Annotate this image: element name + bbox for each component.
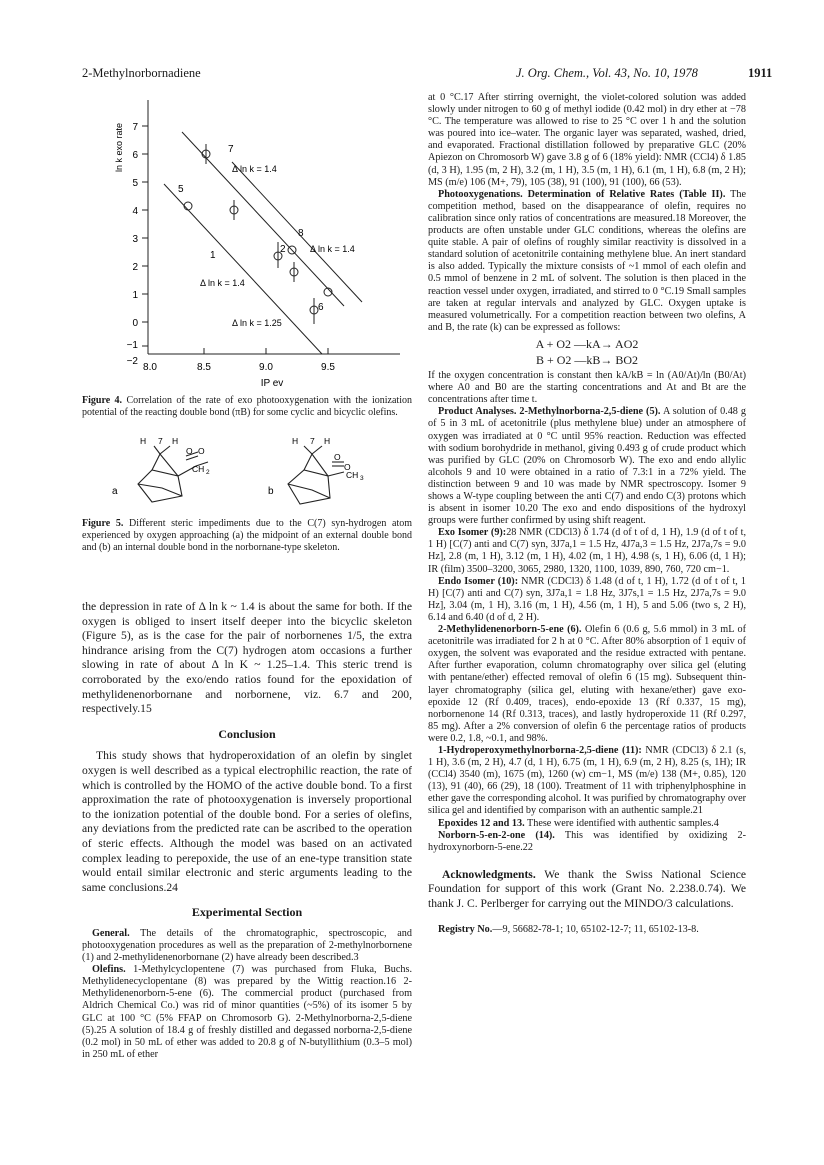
svg-text:CH: CH — [346, 470, 359, 480]
y-axis-label: ln k exo rate — [114, 122, 124, 172]
running-header-journal: J. Org. Chem., Vol. 43, No. 10, 1978 — [516, 66, 698, 80]
figure-5-caption — [82, 518, 412, 554]
right-para-continuation: at 0 °C.17 After stirring overnight, the violet-colored solution was added slowly under nitrogen to 60 g of methyl iodide (0.42 mol) in dry ether at −78 °C. The temperature was allowed to rise to 25 °C over 1 h and the solution was poured into ice–water. The organic layer was separated, washed, dried, and evaporated. Fractional distillation followed by preparative GLC (20% Apiezon on Chromosorb W) gave 3.8 g of 6 (18% yield): NMR (CCl4) δ 1.85 (d, 3 H), 1.95 (m, 2 H), 3.2 (m, 1 H), 3.5 (m, 1 H), 6.1 (m, 1 H), 6.8 (m, 2 H); MS (m/e) 106 (M+, 79), 105 (38), 91 (100), 91 (100), 66 (53). — [428, 92, 746, 188]
registry-paragraph — [428, 924, 746, 936]
general-text: The details of the chromatographic, spectroscopic, and photooxygenation procedures as well as the preparation of 2-methylnorbornene (1) and 2-methylidenenorbornane (2) have already been described.3 — [82, 927, 412, 964]
rate-expression-paragraph: If the oxygen concentration is constant then kA/kB = ln (A0/At)/ln (B0/At) where A0 and B0 are the starting concentrations and At and Bt are the concentrations after time t. — [428, 370, 746, 406]
methylidene-text: Olefin 6 (0.6 g, 5.6 mmol) in 3 mL of acetonitrile was irradiated for 2 h at 0 °C. After 80% absorption of 1 equiv of oxygen, the solvent was evaporated and the residue extracted with pentane. After further evaporation, column chromatography over silica gel (eluting with pentane/ether) effected removal of olefin 6 (15 mg). Subsequent thin-layer chromatography (silica gel, eluting with hexane/ether) gave exo-epoxide 12 (Rf 0.409, traces), endo-epoxide 13 (Rf 0.337, 15 mg), norbornenone 14 (Rf 0.313, traces), and lastly hydroperoxide 11 (Rf 0.297, 85 mg). After a 2% conversion of olefin 6 the percentage ratios of products were 0.2, 1.8, ~0.1, and 98%. — [428, 624, 747, 744]
svg-text:O: O — [198, 446, 205, 456]
y-tick-label: 1 — [132, 290, 138, 301]
epoxides-paragraph — [428, 818, 746, 830]
point-label: 6 — [318, 302, 324, 313]
experimental-heading: Experimental Section — [191, 905, 303, 920]
right-column — [428, 92, 746, 936]
olefins-text: 1-Methylcyclopentene (7) was purchased from Fluka, Buchs. Methylidenecyclopentane (8) was prepared by the Wittig reaction.16 2-Methylidenenorborn-5-ene (6). The commercial product (purchased from Aldrich Chemical Co.) was rid of minor quantities (~5%) of its isomer 5 by GLC at 100 °C (5% FFAP on Chromosorb G). 2-Methylnorborna-2,5-diene (5).25 A solution of 18.4 g of freshly distilled and degassed norborna-2,5-diene (0.2 mol) in 50 mL of ether was added to 20.8 g of N-butyllithium (0.3–5 mol) in 250 mL of ether — [82, 964, 412, 1060]
epoxides-label: Epoxides 12 and 13. — [438, 817, 525, 829]
figure-5-caption-text: Different steric impediments due to the C(7) syn-hydrogen atom experienced by oxygen approaching (a) the midpoint of an external double bond and (b) an internal double bond in the norbornane-type skeleton. — [82, 518, 412, 553]
exo-isomer-paragraph — [428, 527, 746, 575]
figure-4-caption-label: Figure 4. — [82, 395, 123, 406]
hydroperoxide-label: 1-Hydroperoxymethylnorborna-2,5-diene (11): — [438, 744, 642, 756]
x-tick-label: 8.0 — [143, 362, 157, 373]
point-label: 8 — [298, 228, 304, 239]
registry-label: Registry No. — [438, 923, 493, 935]
annotation: Δ ln k = 1.4 — [200, 278, 245, 288]
x-tick-label: 9.0 — [259, 362, 273, 373]
running-header-left: 2-Methylnorbornadiene — [82, 66, 201, 80]
epoxides-text: These were identified with authentic samples.4 — [527, 817, 719, 829]
figure-5-caption-label: Figure 5. — [82, 518, 124, 529]
registry-text: —9, 56682-78-1; 10, 65102-12-7; 11, 65102-13-8. — [492, 923, 699, 935]
x-tick-label: 9.5 — [321, 362, 335, 373]
product-analyses-label: Product Analyses. 2-Methylnorborna-2,5-diene (5). — [438, 406, 661, 418]
y-tick-label: −2 — [126, 356, 138, 367]
equation-b: B + O2 —kB→ BO2 — [535, 352, 639, 367]
annotation: Δ ln k = 1.4 — [310, 244, 355, 254]
svg-text:3: 3 — [360, 475, 364, 482]
svg-text:H: H — [324, 436, 331, 446]
endo-isomer-label: Endo Isomer (10): — [438, 575, 519, 587]
figure-4-caption-text: Correlation of the rate of exo photooxygenation with the ionization potential of the reacting double bond (πB) for some cyclic and bicyclic olefins. — [82, 395, 412, 418]
y-tick-label: −1 — [126, 340, 138, 351]
photooxygenation-paragraph — [428, 189, 746, 334]
svg-text:7: 7 — [310, 436, 315, 446]
left-column — [82, 600, 412, 1061]
y-tick-label: 7 — [132, 122, 138, 133]
y-tick-label: 5 — [132, 178, 138, 189]
y-tick-label: 2 — [132, 262, 138, 273]
olefins-label: Olefins. — [92, 964, 126, 976]
equation-a: A + O2 —kA→ AO2 — [535, 336, 639, 351]
photooxygenation-text: The competition method, based on the disappearance of olefin, requires no calibration since only ratios of concentrations are measured.18 Moreover, the products are often unstable under GLC conditions, whereas the olefins are quite stable. A pair of olefins of roughly similar reactivity is dissolved in a standard solution of acetonitrile containing methylene blue. An inert standard is also added. Typically the mixture consists of ~1 mmol of each olefin and 0.5 mmol of benzene in 2 mL of solvent. The solution is then placed in the reaction vessel under oxygen, irradiated, and stirred to 0 °C.19 Small samples are taken at regular intervals and analyzed by GLC. Oxygen uptake is measured volumetrically. For a competition reaction between two olefins, A and B, the rate (k) can be expressed as follows: — [428, 188, 746, 333]
y-tick-label: 6 — [132, 150, 138, 161]
product-analyses-paragraph — [428, 406, 746, 527]
annotation: Δ ln k = 1.4 — [232, 164, 277, 174]
acknowledgments-text: We thank the Swiss National Science Foundation for support of this work (Grant No. 2.238.0.74). We thank J. C. Perlberger for carrying out the MINDO/3 calculations. — [428, 867, 746, 910]
photooxygenation-label: Photooxygenations. Determination of Relative Rates (Table II). — [438, 188, 726, 200]
norbornenone-label: Norborn-5-en-2-one (14). — [438, 829, 555, 841]
conclusion-heading: Conclusion — [218, 726, 276, 741]
hydroperoxide-text: NMR (CDCl3) δ 2.1 (s, 1 H), 3.6 (m, 2 H), 4.7 (d, 1 H), 6.75 (m, 1 H), 6.9 (m, 2 H), 8.25 (s, 1H); IR (CCl4) 3540 (m), 1675 (m), 1260 (w) cm−1, MS (m/e) 138 (M+, 0.85), 120 (13), 91 (40), 66 (29), 18 (100). Treatment of 11 with triphenylphosphine in ether gave the corresponding alcohol. It was purified by chromatography over silica gel and identified by comparison with an authentic sample.21 — [428, 744, 747, 817]
general-paragraph — [82, 928, 412, 964]
endo-isomer-text: NMR (CDCl3) δ 1.48 (d of t, 1 H), 1.72 (d of t of t, 1 H) [C(7) anti and C(7) syn, 3J7a,1 = 1.8 Hz, 3J7s,1 = 1.5 Hz, 2J7a,7s = 9.0 Hz], 3.04 (m, 1 H), 3.16 (m, 1 H), 4.56 (m, 1 H), 5 and 5.06 (two s, 2 H), 6.14 and 6.40 (d of d, 2 H). — [428, 575, 746, 623]
point-label: 2 — [280, 244, 286, 255]
svg-text:H: H — [292, 436, 299, 446]
point-label: 7 — [228, 144, 234, 155]
norbornenone-text: This was identified by oxidizing 2-hydroxynorborn-5-ene.22 — [428, 829, 746, 853]
norbornenone-paragraph — [428, 830, 746, 854]
exo-isomer-label: Exo Isomer (9): — [438, 527, 507, 539]
acknowledgments-label: Acknowledgments. — [442, 867, 536, 881]
svg-text:CH: CH — [192, 464, 205, 474]
y-tick-label: 4 — [132, 206, 138, 217]
conclusion-paragraph: This study shows that hydroperoxidation of an olefin by singlet oxygen is well described as a typical electrophilic reaction, the rate of which is controlled by the HOMO of the active double bond. To a first approximation the rate of photooxygenation is inversely proportional to the ionization potential of the double bond. For a series of olefins, any deviations from the predicted rate can be ascribed to the operation of steric effects. Although the model was based on an activated complex leading to perepoxide, the use of an ene-type transition state would entail similar electronic and steric arguments leading to the same conclusions.24 — [82, 749, 412, 894]
page-number: 1911 — [748, 66, 773, 80]
acknowledgments-paragraph — [428, 868, 746, 912]
structure-b-label: b — [268, 486, 274, 497]
svg-text:O: O — [186, 446, 193, 456]
endo-isomer-paragraph — [428, 576, 746, 624]
figure-5-structures — [82, 432, 412, 512]
general-label: General. — [92, 927, 130, 939]
product-analyses-text: A solution of 0.48 g of 5 in 3 mL of acetonitrile (plus methylene blue) under an atmosphere of oxygen was irradiated at 0 °C until 95% reaction. Reduction was effected with sodium borohydride in methanol, giving 0.493 g of crude product which was purified by GLC (20% on Chromosorb W). The exo and endo allylic alcohols 9 and 10 were obtained in a ratio of 7.3:1 in a 72% yield. The distinction between 9 and 10 was made by NMR spectroscopy. Isomer 9 shows a W-type coupling between the anti C(7) and endo C(3) protons which is absent in isomer 10.20 The exo and endo dispositions of the hydroxyl groups were further confirmed by using shift reagent. — [428, 406, 746, 527]
left-para-continuation: the depression in rate of Δ ln k ~ 1.4 is about the same for both. If the oxygen is obliged to insert itself deeper into the bicyclic skeleton (Figure 5), as is the case for the pair of norbornenes 1/5, the extra hindrance arising from the C(7) hydrogen atom occasions a further slowing in rate of about Δ ln K ~ 1.25–1.4. This steric trend is corroborated by the exo/endo ratios found for the epoxidation of methylidenenorbornane and norbornene, viz. 6.7 and 200, respectively.15 — [82, 600, 412, 716]
methylidene-paragraph — [428, 624, 746, 745]
svg-text:H: H — [172, 436, 179, 446]
point-label: 5 — [178, 184, 184, 195]
methylidene-label: 2-Methylidenenorborn-5-ene (6). — [438, 624, 582, 636]
svg-text:H: H — [140, 436, 147, 446]
figure-4-plot — [82, 92, 412, 392]
x-axis-label: IP ev — [260, 378, 284, 389]
figure-4-caption — [82, 395, 412, 419]
svg-text:O: O — [334, 452, 341, 462]
y-tick-label: 3 — [132, 234, 138, 245]
structure-a-label: a — [112, 486, 118, 497]
svg-text:7: 7 — [158, 436, 163, 446]
point-label: 1 — [210, 250, 216, 261]
y-tick-label: 0 — [132, 318, 138, 329]
olefins-paragraph — [82, 964, 412, 1061]
hydroperoxide-paragraph — [428, 745, 746, 818]
x-tick-label: 8.5 — [197, 362, 211, 373]
exo-isomer-text: 28 NMR (CDCl3) δ 1.74 (d of t of d, 1 H), 1.9 (d of t of t, 1 H) [C(7) anti and C(7) syn, 3J7a,1 = 1.5 Hz, 4J7a,3 = 1.5 Hz, 2J7a,7s = 9.0 Hz], 2.8 (m, 1 H), 3.12 (m, 1 H), 4.02 (m, 1 H), 4.98 (s, 1 H), 6.06 (d, 1 H); IR (film) 3500–3200, 3065, 2980, 1320, 1100, 1039, 890, 760, 720 cm−1. — [428, 527, 746, 575]
annotation: Δ ln k = 1.25 — [232, 318, 282, 328]
svg-text:O: O — [344, 462, 351, 472]
svg-text:2: 2 — [206, 469, 210, 476]
